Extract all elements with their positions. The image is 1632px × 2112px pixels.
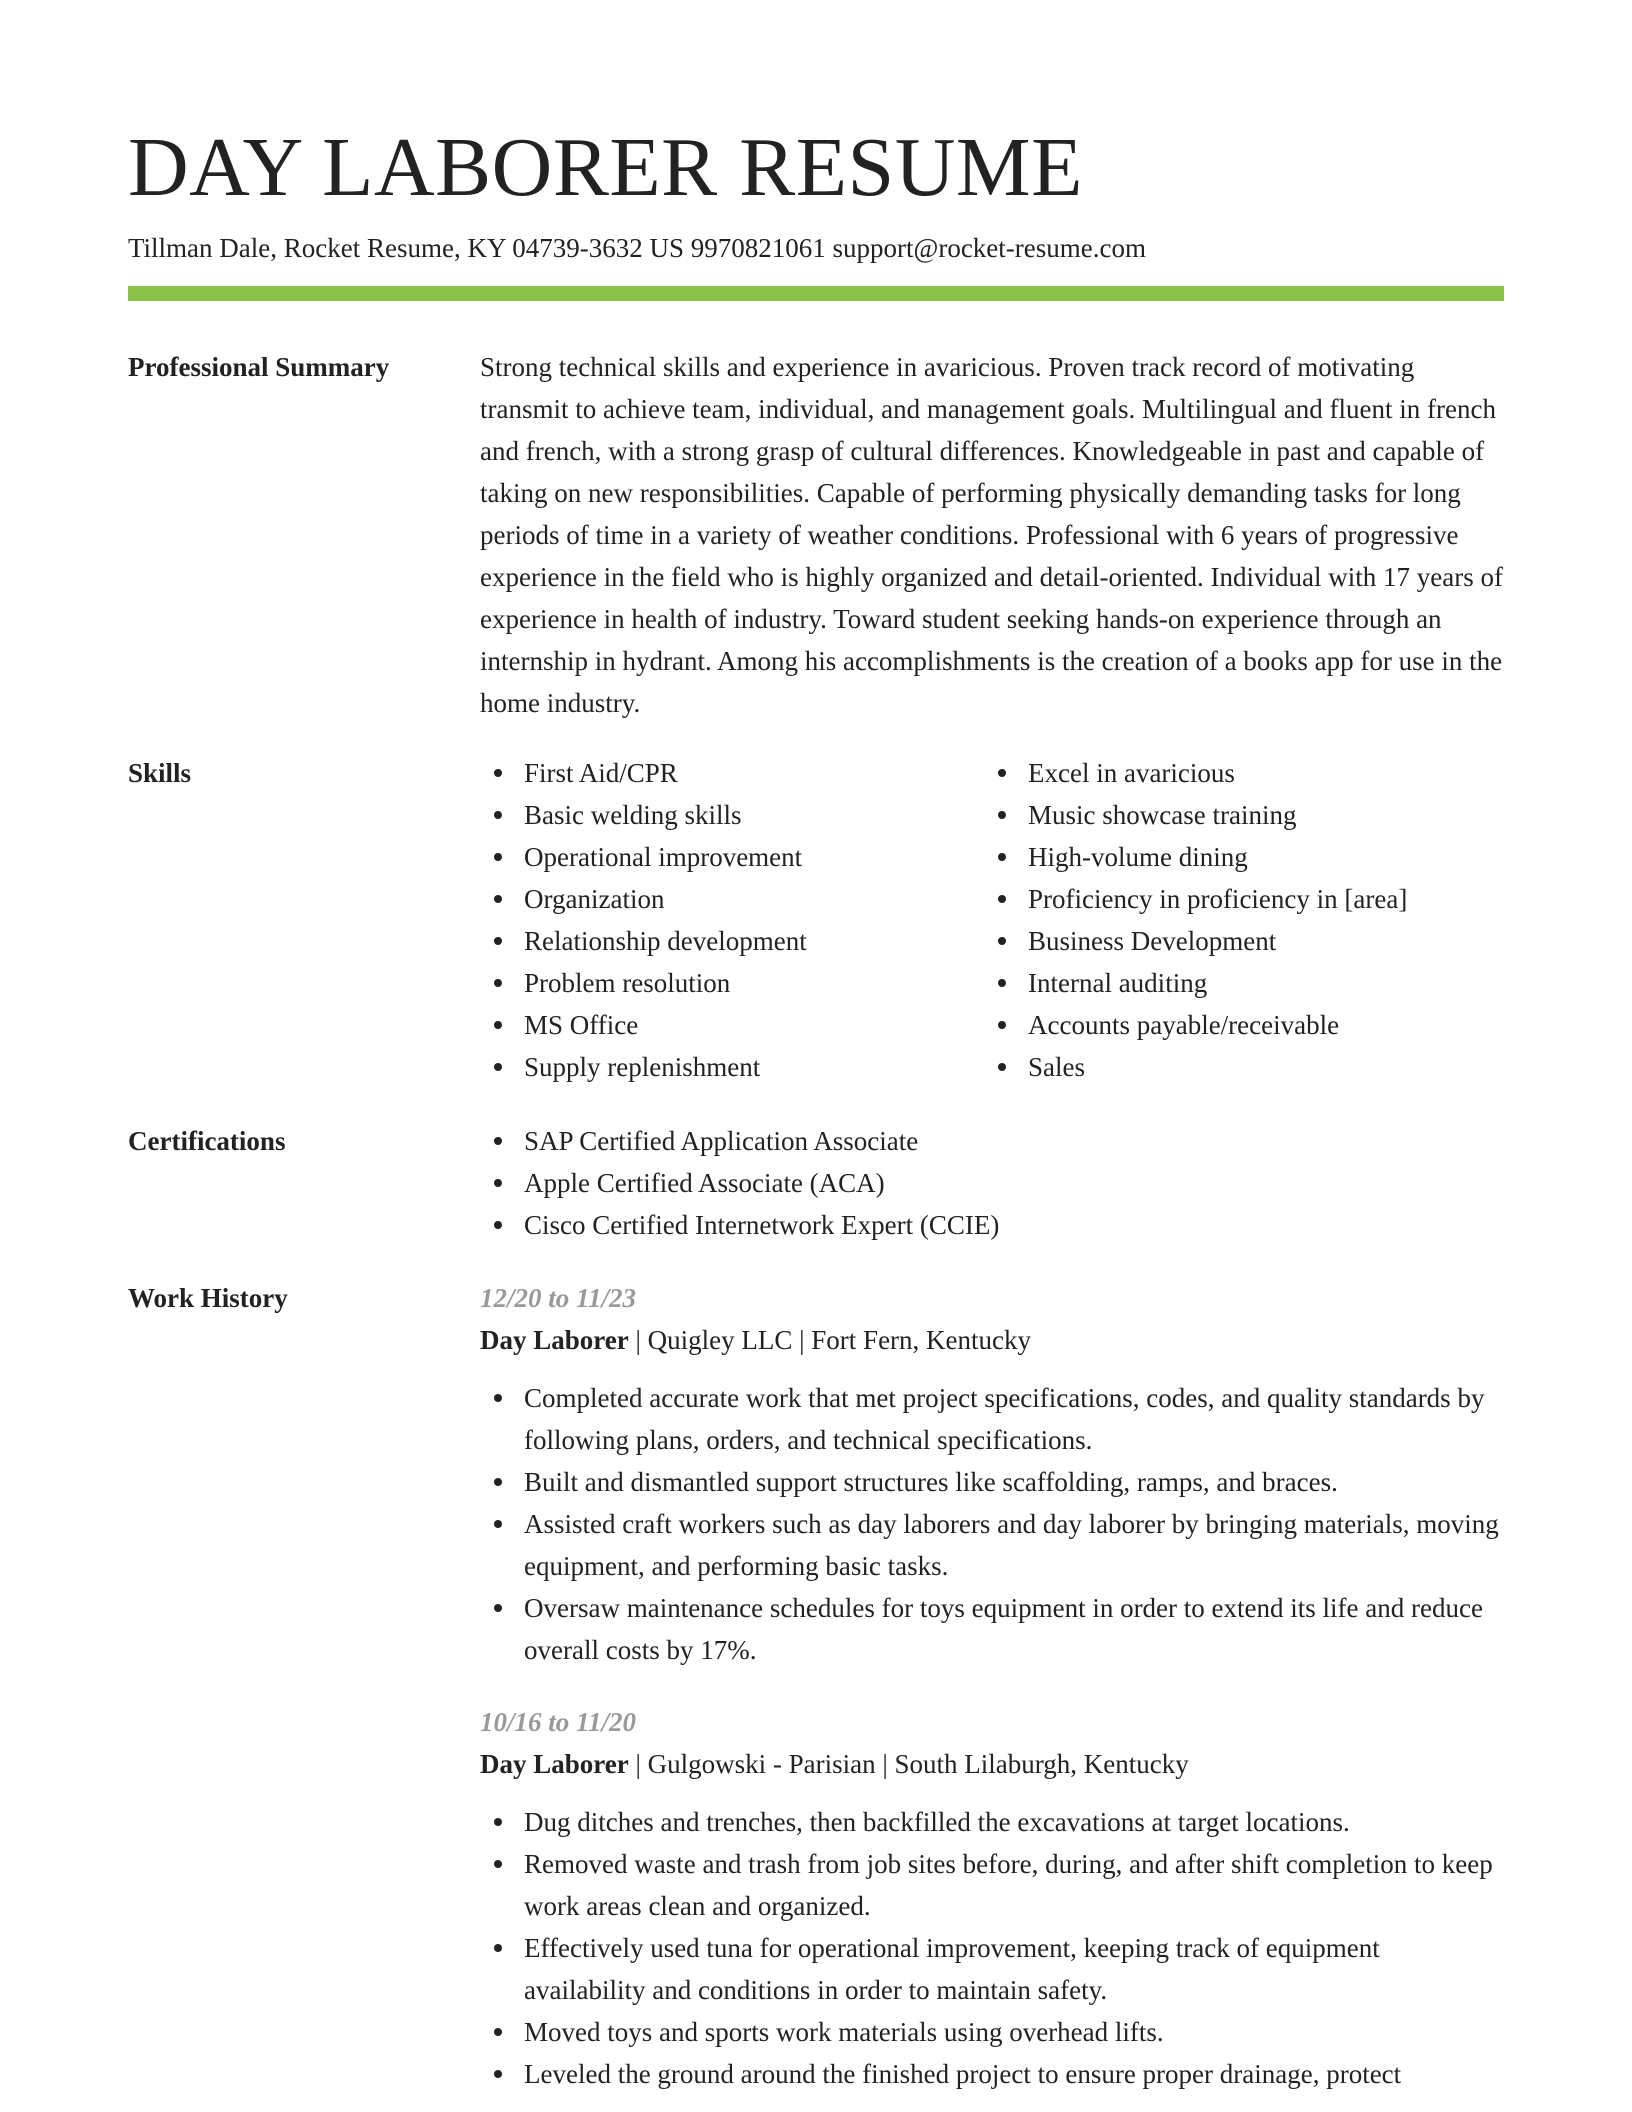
bullet-icon [998,1063,1006,1071]
bullet-icon [494,1478,502,1486]
contact-line: Tillman Dale, Rocket Resume, KY 04739-3632 US 9970821061 support@rocket-resume.com [128,233,1146,263]
list-item-text: MS Office [524,1010,639,1040]
list-item-text: Completed accurate work that met project specifications, codes, and quality standards by following plans, orders, and technical specifications. [524,1383,1485,1455]
work-body [480,1277,1504,2095]
job-title: Day Laborer [480,1325,629,1355]
list-item-text: Music showcase training [1028,800,1297,830]
job-heading [480,1319,1504,1361]
summary-label: Professional Summary [128,352,390,382]
list-item [524,2011,1504,2053]
list-item-text: Business Development [1028,926,1277,956]
list-item [524,2053,1504,2095]
job-bullets [480,1801,1504,2095]
skills-label: Skills [128,758,192,788]
list-item [1028,836,1488,878]
list-item-text: Cisco Certified Internetwork Expert (CCIE) [524,1210,1000,1240]
skills-list-right [984,752,1488,1088]
certifications-label: Certifications [128,1126,286,1156]
bullet-icon [494,1221,502,1229]
bullet-icon [494,2028,502,2036]
list-item [1028,794,1488,836]
accent-divider [128,286,1504,301]
list-item [524,1204,1504,1246]
bullet-icon [998,811,1006,819]
resume-title: DAY LABORER RESUME [128,121,1083,214]
list-item [524,1587,1504,1671]
bullet-icon [494,853,502,861]
job-title: Day Laborer [480,1749,629,1779]
job-entry [480,1277,1504,1671]
summary-text: Strong technical skills and experience in avaricious. Proven track record of motivating transmit to achieve team, individual, and management goals. Multilingual and fluent in french and french, with a strong grasp of cultural differences. Knowledgeable in past and capable of taking on new responsibilities. Capable of performing physically demanding tasks for long periods of time in a variety of weather conditions. Professional with 6 years of progressive experience in the field who is highly organized and detail-oriented. Individual with 17 years of experience in health of industry. Toward student seeking hands-on experience through an internship in hydrant. Among his accomplishments is the creation of a books app for use in the home industry. [480,352,1503,718]
bullet-icon [998,937,1006,945]
list-item [524,794,984,836]
list-item [524,1503,1504,1587]
bullet-icon [494,937,502,945]
bullet-icon [494,895,502,903]
bullet-icon [494,1063,502,1071]
list-item-text: Supply replenishment [524,1052,761,1082]
job-details: | Gulgowski - Parisian | South Lilaburgh, Kentucky [628,1749,1189,1779]
bullet-icon [998,853,1006,861]
bullet-icon [998,1021,1006,1029]
bullet-icon [494,1818,502,1826]
bullet-icon [494,1520,502,1528]
list-item-text: Dug ditches and trenches, then backfilled the excavations at target locations. [524,1807,1350,1837]
bullet-icon [494,1860,502,1868]
bullet-icon [494,1944,502,1952]
list-item-text: Oversaw maintenance schedules for toys equipment in order to extend its life and reduce overall costs by 17%. [524,1593,1483,1665]
list-item-text: Operational improvement [524,842,803,872]
list-item [524,920,984,962]
list-item-text: Basic welding skills [524,800,742,830]
list-item-text: Apple Certified Associate (ACA) [524,1168,885,1198]
bullet-icon [494,1604,502,1612]
job-entry [480,1701,1504,2095]
bullet-icon [998,895,1006,903]
list-item [524,1004,984,1046]
certifications-list [480,1120,1504,1246]
summary-body [480,346,1504,724]
list-item-text: Relationship development [524,926,807,956]
list-item-text: Leveled the ground around the finished project to ensure proper drainage, protect [524,2059,1402,2089]
list-item [524,1162,1504,1204]
list-item [524,752,984,794]
bullet-icon [494,811,502,819]
list-item-text: Removed waste and trash from job sites before, during, and after shift completion to keep work areas clean and organized. [524,1849,1493,1921]
bullet-icon [998,979,1006,987]
list-item-text: Proficiency in proficiency in [area] [1028,884,1408,914]
list-item-text: SAP Certified Application Associate [524,1126,919,1156]
list-item-text: Effectively used tuna for operational improvement, keeping track of equipment availability and conditions in order to maintain safety. [524,1933,1380,2005]
bullet-icon [494,1179,502,1187]
bullet-icon [494,979,502,987]
list-item-text: Accounts payable/receivable [1028,1010,1340,1040]
job-heading [480,1743,1504,1785]
list-item-text: Problem resolution [524,968,731,998]
list-item-text: First Aid/CPR [524,758,678,788]
job-dates: 12/20 to 11/23 [480,1283,637,1313]
list-item-text: Organization [524,884,665,914]
certifications-body [480,1120,1504,1246]
list-item [524,1377,1504,1461]
skills-columns [480,752,1504,1088]
skills-column-right [984,752,1488,1088]
list-item-text: High-volume dining [1028,842,1248,872]
list-item [524,1843,1504,1927]
list-item-text: Moved toys and sports work materials using overhead lifts. [524,2017,1164,2047]
list-item [524,1927,1504,2011]
bullet-icon [494,2070,502,2078]
bullet-icon [494,1394,502,1402]
job-bullets [480,1377,1504,1671]
work-label: Work History [128,1283,288,1313]
list-item [1028,752,1488,794]
list-item [524,1046,984,1088]
list-item [1028,1046,1488,1088]
job-dates: 10/16 to 11/20 [480,1707,637,1737]
list-item [524,1461,1504,1503]
list-item [524,1120,1504,1162]
list-item [524,1801,1504,1843]
list-item [1028,878,1488,920]
list-item [1028,920,1488,962]
list-item-text: Internal auditing [1028,968,1208,998]
skills-column-left [480,752,984,1088]
list-item [524,878,984,920]
list-item [524,962,984,1004]
list-item-text: Built and dismantled support structures like scaffolding, ramps, and braces. [524,1467,1338,1497]
list-item-text: Assisted craft workers such as day laborers and day laborer by bringing materials, moving equipment, and performing basic tasks. [524,1509,1499,1581]
bullet-icon [494,769,502,777]
job-details: | Quigley LLC | Fort Fern, Kentucky [628,1325,1032,1355]
list-item-text: Sales [1028,1052,1085,1082]
skills-list-left [480,752,984,1088]
bullet-icon [494,1021,502,1029]
list-item [1028,1004,1488,1046]
bullet-icon [998,769,1006,777]
list-item [524,836,984,878]
bullet-icon [494,1137,502,1145]
list-item [1028,962,1488,1004]
list-item-text: Excel in avaricious [1028,758,1235,788]
